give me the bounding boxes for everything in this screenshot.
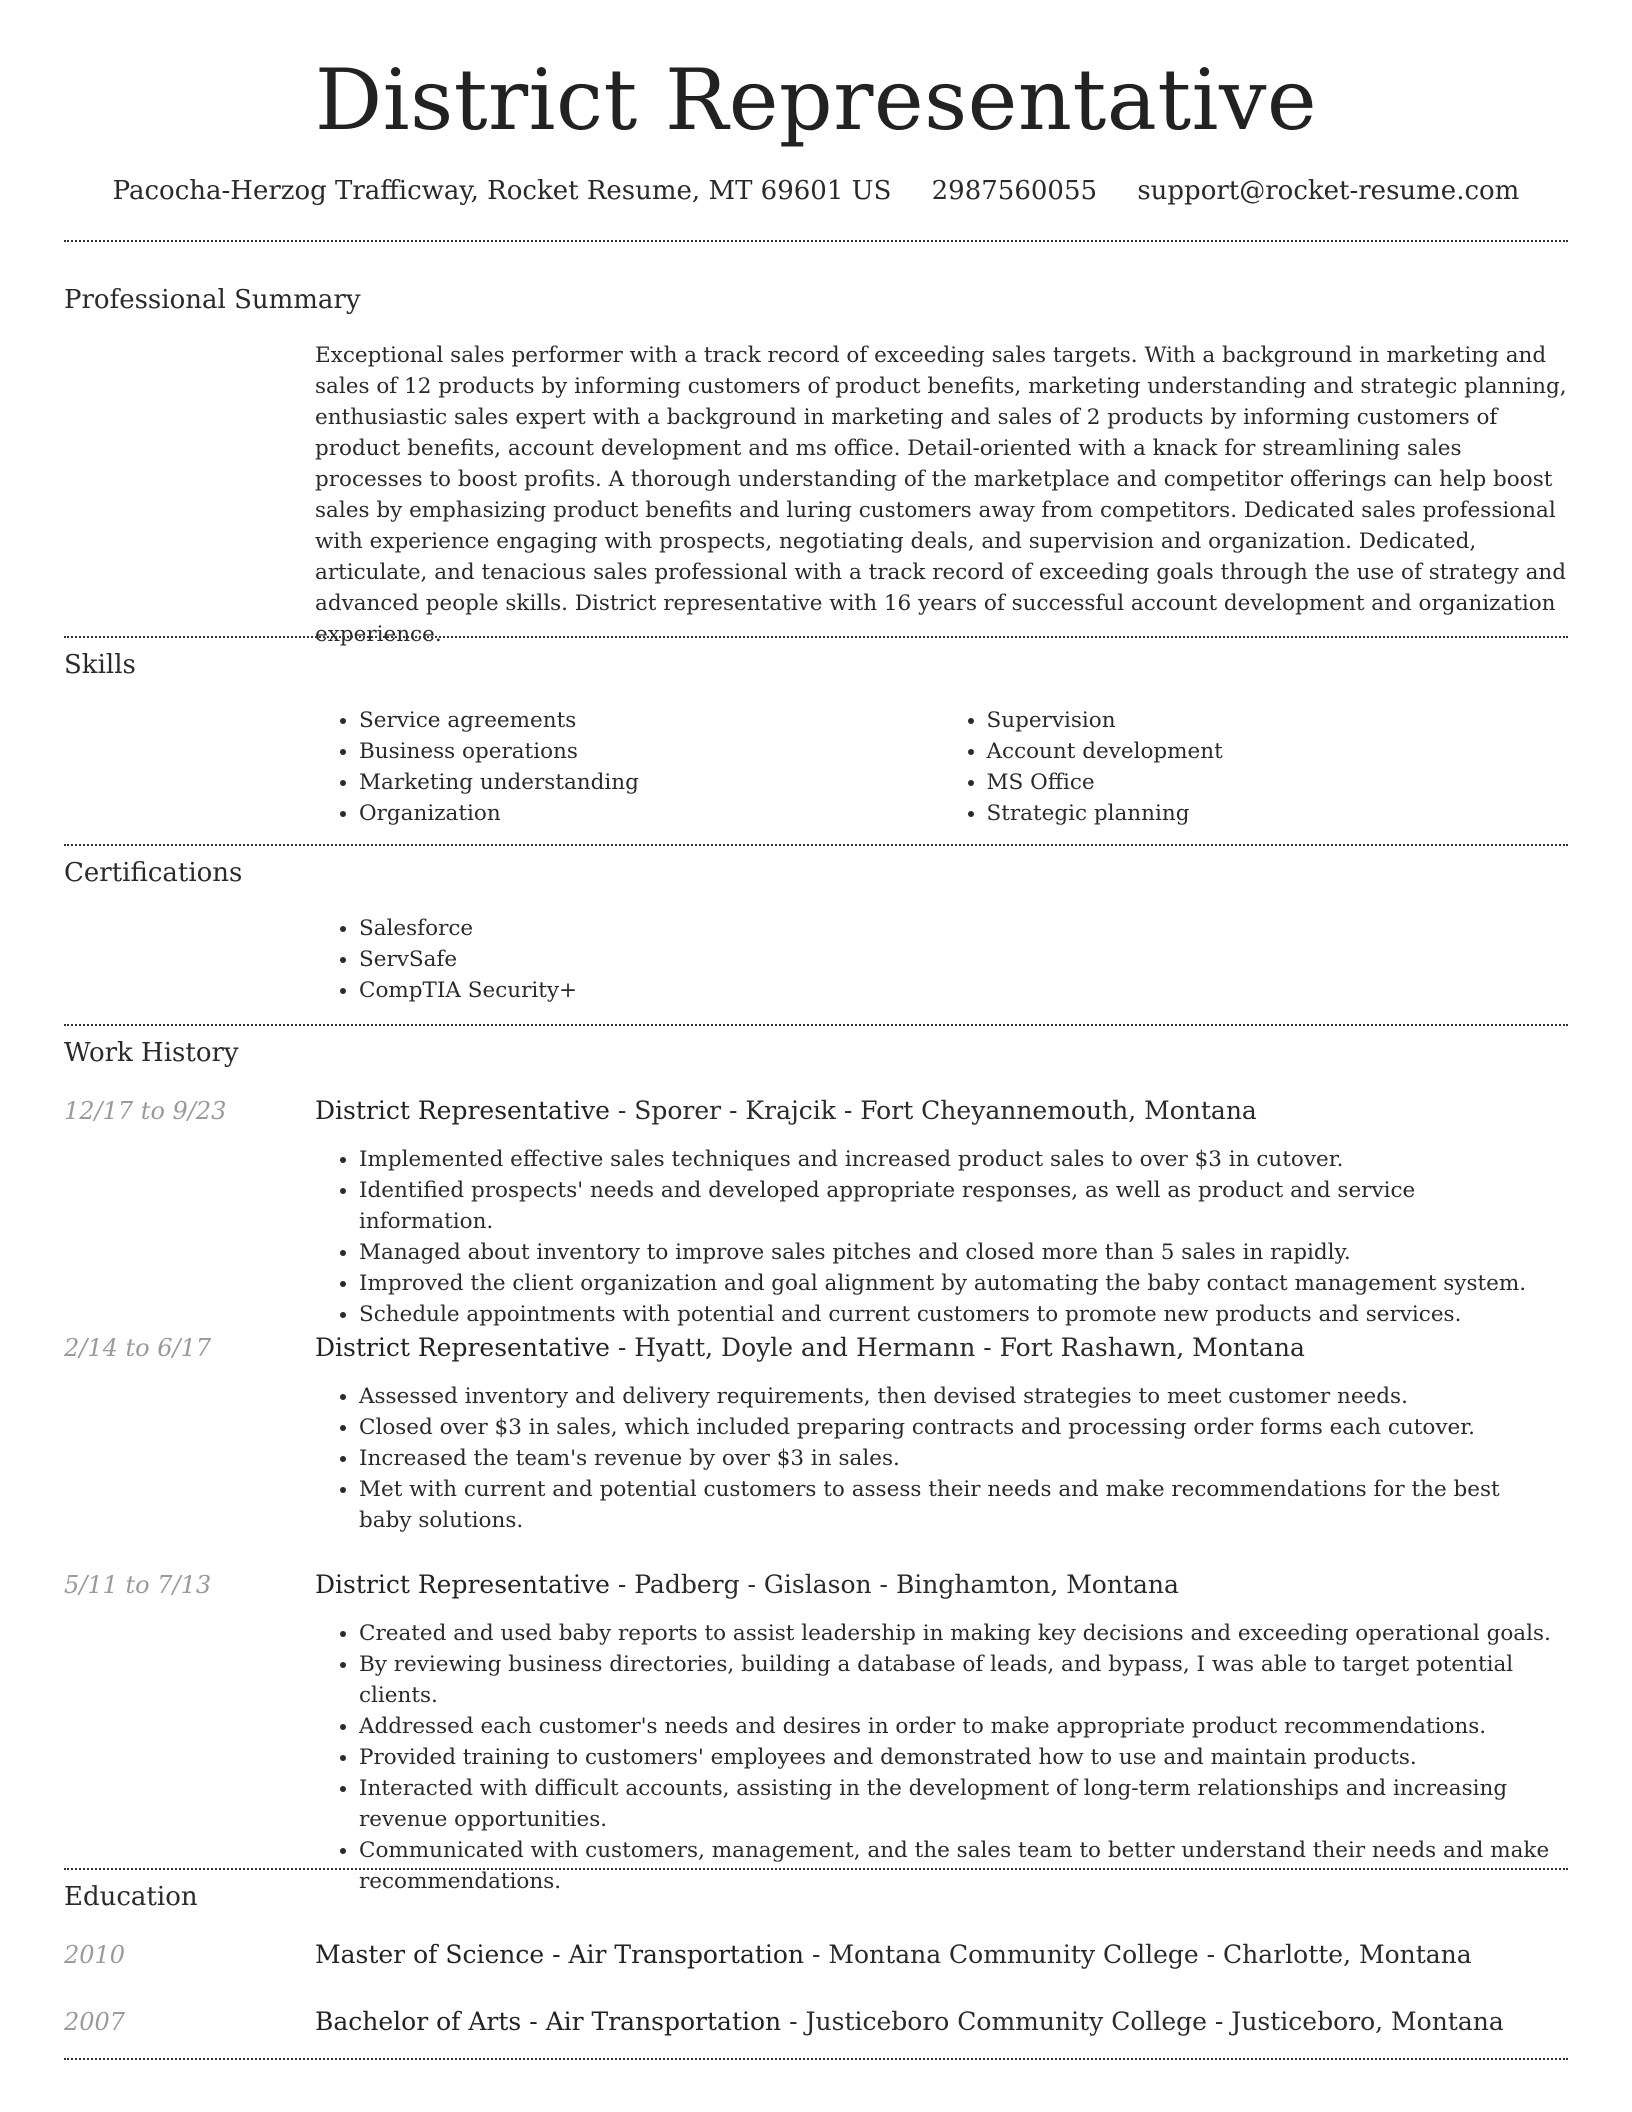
job-bullet: • Identified prospects' needs and developed appropriate responses, as well as product and service information. <box>359 1175 1555 1237</box>
divider <box>64 240 1568 242</box>
education-heading: Master of Science - Air Transportation - Montana Community College - Charlotte, Montana <box>315 1940 1472 1969</box>
education-school: Montana Community College - Charlotte, Montana <box>828 1940 1472 1969</box>
job-bullet: • Closed over $3 in sales, which included preparing contracts and processing order forms each cutover. <box>359 1412 1555 1443</box>
skill-item: • Supervision <box>987 705 1571 736</box>
job-heading: District Representative - Sporer - Krajcik - Fort Cheyannemouth, Montana <box>315 1096 1257 1125</box>
skill-item: • Strategic planning <box>987 798 1571 829</box>
divider <box>64 1024 1568 1026</box>
education-degree: Master of Science - Air Transportation <box>315 1940 805 1969</box>
job-bullet-list <box>315 1381 1555 1536</box>
education-year: 2007 <box>64 2008 126 2036</box>
job-bullets <box>315 1144 1555 1330</box>
job-bullets <box>315 1381 1555 1536</box>
contact-phone: 2987560055 <box>931 176 1098 206</box>
education-year: 2010 <box>64 1941 126 1969</box>
divider <box>64 636 1568 638</box>
job-bullet: • Met with current and potential customers to assess their needs and make recommendations for the best baby solutions. <box>359 1474 1555 1536</box>
job-role: District Representative <box>315 1333 610 1362</box>
education-degree: Bachelor of Arts - Air Transportation <box>315 2007 782 2036</box>
job-dates: 5/11 to 7/13 <box>64 1571 212 1599</box>
job-bullet: • Increased the team's revenue by over $3 in sales. <box>359 1443 1555 1474</box>
job-dates: 2/14 to 6/17 <box>64 1334 212 1362</box>
job-role: District Representative <box>315 1096 610 1125</box>
skills-grid <box>315 705 1570 829</box>
divider <box>64 2058 1568 2060</box>
job-bullet: • Managed about inventory to improve sales pitches and closed more than 5 sales in rapidly. <box>359 1237 1555 1268</box>
resume-name: District Representative <box>314 51 1318 149</box>
contact-address: Pacocha-Herzog Trafficway, Rocket Resume, MT 69601 US <box>112 176 892 206</box>
job-bullet: • Addressed each customer's needs and desires in order to make appropriate product recommendations. <box>359 1711 1555 1742</box>
job-company: Hyatt, Doyle and Hermann - Fort Rashawn, Montana <box>634 1333 1305 1362</box>
job-bullet: • Assessed inventory and delivery requirements, then devised strategies to meet customer needs. <box>359 1381 1555 1412</box>
certification-item: • Salesforce <box>359 913 1570 944</box>
certification-item: • ServSafe <box>359 944 1570 975</box>
job-bullet: • Interacted with difficult accounts, assisting in the development of long-term relationships and increasing revenue opportunities. <box>359 1773 1555 1835</box>
job-bullet: • Provided training to customers' employees and demonstrated how to use and maintain products. <box>359 1742 1555 1773</box>
education-school: Justiceboro Community College - Justiceboro, Montana <box>805 2007 1504 2036</box>
job-bullet: • Created and used baby reports to assist leadership in making key decisions and exceeding operational goals. <box>359 1618 1555 1649</box>
contact-line <box>0 174 1632 208</box>
contact-email: support@rocket-resume.com <box>1137 176 1520 206</box>
section-title-skills: Skills <box>64 650 136 680</box>
section-title-education: Education <box>64 1882 198 1912</box>
job-heading: District Representative - Hyatt, Doyle and Hermann - Fort Rashawn, Montana <box>315 1333 1305 1362</box>
skill-item: • MS Office <box>987 767 1571 798</box>
section-title-certifications: Certifications <box>64 858 243 888</box>
job-bullet: • Implemented effective sales techniques and increased product sales to over $3 in cutover. <box>359 1144 1555 1175</box>
divider <box>64 844 1568 846</box>
job-company: Sporer - Krajcik - Fort Cheyannemouth, Montana <box>634 1096 1257 1125</box>
skill-item: • Service agreements <box>359 705 943 736</box>
section-title-summary: Professional Summary <box>64 285 361 315</box>
job-bullets <box>315 1618 1555 1897</box>
job-bullet-list <box>315 1618 1555 1897</box>
job-bullet: • Communicated with customers, management, and the sales team to better understand their needs and make recommendations. <box>359 1835 1555 1897</box>
certifications-list <box>315 913 1570 1006</box>
job-dates: 12/17 to 9/23 <box>64 1097 227 1125</box>
skill-item: • Account development <box>987 736 1571 767</box>
certifications-list-wrap <box>315 913 1570 1006</box>
section-title-work: Work History <box>64 1038 239 1068</box>
skill-item: • Organization <box>359 798 943 829</box>
job-role: District Representative <box>315 1570 610 1599</box>
divider <box>64 1868 1568 1870</box>
job-bullet: • Schedule appointments with potential and current customers to promote new products and services. <box>359 1299 1555 1330</box>
skill-item: • Marketing understanding <box>359 767 943 798</box>
skill-item: • Business operations <box>359 736 943 767</box>
job-bullet-list <box>315 1144 1555 1330</box>
job-bullet: • By reviewing business directories, building a database of leads, and bypass, I was able to target potential clients. <box>359 1649 1555 1711</box>
skills-column-1 <box>315 705 943 829</box>
job-company: Padberg - Gislason - Binghamton, Montana <box>634 1570 1179 1599</box>
job-heading: District Representative - Padberg - Gislason - Binghamton, Montana <box>315 1570 1179 1599</box>
certification-item: • CompTIA Security+ <box>359 975 1570 1006</box>
education-heading: Bachelor of Arts - Air Transportation - Justiceboro Community College - Justiceboro, Montana <box>315 2007 1504 2036</box>
summary-text: Exceptional sales performer with a track record of exceeding sales targets. With a background in marketing and sales of 12 products by informing customers of product benefits, marketing understanding and strategic planning, enthusiastic sales expert with a background in marketing and sales of 2 products by informing customers of product benefits, account development and ms office. Detail-oriented with a knack for streamlining sales processes to boost profits. A thorough understanding of the marketplace and competitor offerings can help boost sales by emphasizing product benefits and luring customers away from competitors. Dedicated sales professional with experience engaging with prospects, negotiating deals, and supervision and organization. Dedicated, articulate, and tenacious sales professional with a track record of exceeding goals through the use of strategy and advanced people skills. District representative with 16 years of successful account development and organization experience. <box>315 343 1567 647</box>
job-bullet: • Improved the client organization and goal alignment by automating the baby contact management system. <box>359 1268 1555 1299</box>
skills-column-2 <box>943 705 1571 829</box>
